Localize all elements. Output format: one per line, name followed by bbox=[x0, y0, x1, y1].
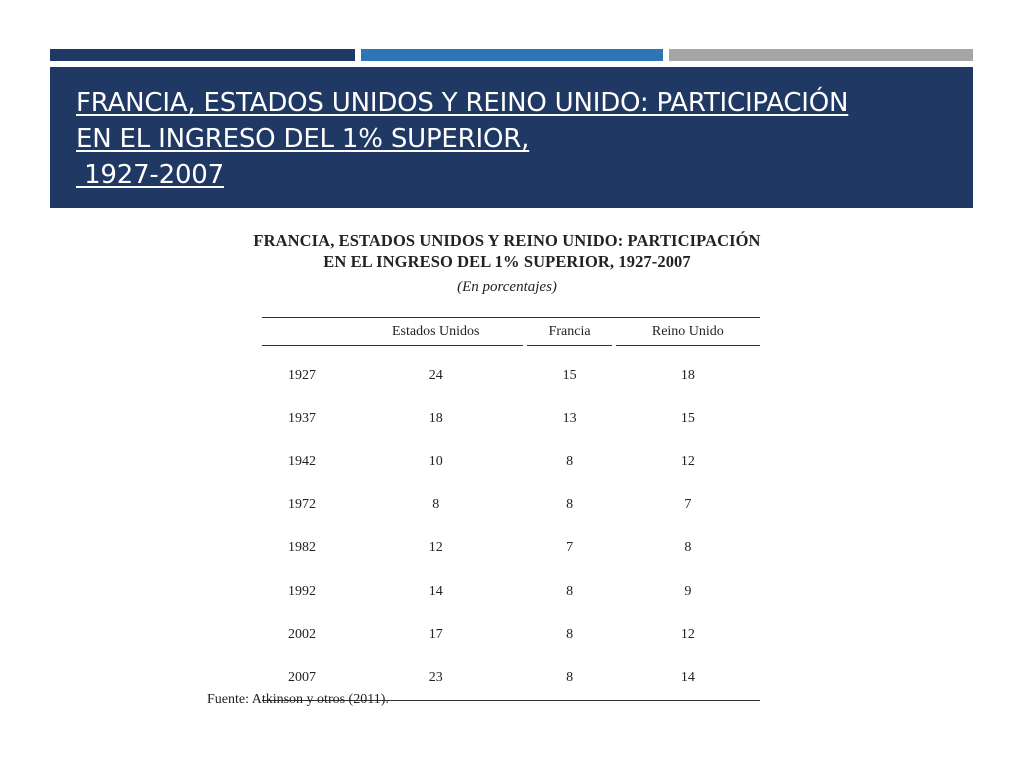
figure-title-line-2: EN EL INGRESO DEL 1% SUPERIOR, 1927-2007 bbox=[323, 252, 691, 271]
cell-reino-unido: 14 bbox=[616, 656, 760, 700]
slide-title bbox=[76, 85, 973, 193]
table-row bbox=[262, 440, 760, 483]
cell-francia: 15 bbox=[562, 367, 577, 383]
cell-estados-unidos: 24 bbox=[428, 367, 443, 383]
cell-estados-unidos: 14 bbox=[428, 583, 443, 599]
cell-francia: 8 bbox=[566, 453, 574, 469]
table-row bbox=[262, 484, 760, 527]
cell-estados-unidos: 12 bbox=[428, 540, 443, 556]
row-year: 1992 bbox=[288, 583, 316, 599]
header-year bbox=[262, 318, 348, 346]
table-figure bbox=[207, 230, 807, 707]
slide-title-line-3: 1927-2007 bbox=[76, 160, 224, 190]
cell-reino-unido: 9 bbox=[684, 583, 692, 599]
accent-bar-light-blue bbox=[361, 49, 663, 61]
cell-estados-unidos: 23 bbox=[348, 656, 523, 700]
cell-reino-unido: 12 bbox=[680, 453, 695, 469]
row-year: 1937 bbox=[288, 410, 316, 426]
cell-reino-unido: 12 bbox=[680, 626, 695, 642]
header-estados-unidos: Estados Unidos bbox=[348, 318, 523, 346]
accent-bar-dark-blue bbox=[50, 49, 355, 61]
slide-title-line-1: FRANCIA, ESTADOS UNIDOS Y REINO UNIDO: PARTICIPACIÓN bbox=[76, 88, 849, 118]
title-band bbox=[50, 67, 973, 208]
cell-francia: 8 bbox=[566, 583, 574, 599]
table-row bbox=[262, 527, 760, 570]
cell-estados-unidos: 17 bbox=[428, 626, 443, 642]
row-year: 1942 bbox=[288, 453, 316, 469]
row-year: 1927 bbox=[288, 367, 316, 383]
figure-title bbox=[207, 230, 807, 272]
cell-francia: 7 bbox=[566, 540, 574, 556]
cell-estados-unidos: 18 bbox=[428, 410, 443, 426]
cell-reino-unido: 8 bbox=[684, 540, 692, 556]
cell-francia: 8 bbox=[566, 497, 574, 513]
cell-francia: 13 bbox=[562, 410, 577, 426]
row-year: 2007 bbox=[262, 656, 348, 700]
cell-estados-unidos: 8 bbox=[432, 497, 440, 513]
row-year: 1982 bbox=[288, 540, 316, 556]
accent-bar-gray bbox=[669, 49, 973, 61]
income-share-table bbox=[262, 317, 760, 701]
table-row bbox=[262, 346, 760, 398]
cell-reino-unido: 7 bbox=[684, 497, 692, 513]
table-row bbox=[262, 570, 760, 613]
cell-francia: 8 bbox=[566, 626, 574, 642]
row-year: 2002 bbox=[288, 626, 316, 642]
cell-reino-unido: 18 bbox=[680, 367, 695, 383]
figure-title-line-1: FRANCIA, ESTADOS UNIDOS Y REINO UNIDO: PARTICIPACIÓN bbox=[253, 231, 761, 250]
table-row bbox=[262, 397, 760, 440]
table-row bbox=[262, 613, 760, 656]
source-note: Fuente: Atkinson y otros (2011). bbox=[207, 692, 389, 707]
header-reino-unido: Reino Unido bbox=[616, 318, 760, 346]
table-header-row bbox=[262, 318, 760, 346]
slide-title-line-2: EN EL INGRESO DEL 1% SUPERIOR, bbox=[76, 124, 530, 154]
cell-estados-unidos: 10 bbox=[428, 453, 443, 469]
row-year: 1972 bbox=[288, 497, 316, 513]
cell-francia: 8 bbox=[527, 656, 611, 700]
header-francia: Francia bbox=[527, 318, 611, 346]
figure-subtitle: (En porcentajes) bbox=[457, 279, 557, 295]
cell-reino-unido: 15 bbox=[680, 410, 695, 426]
